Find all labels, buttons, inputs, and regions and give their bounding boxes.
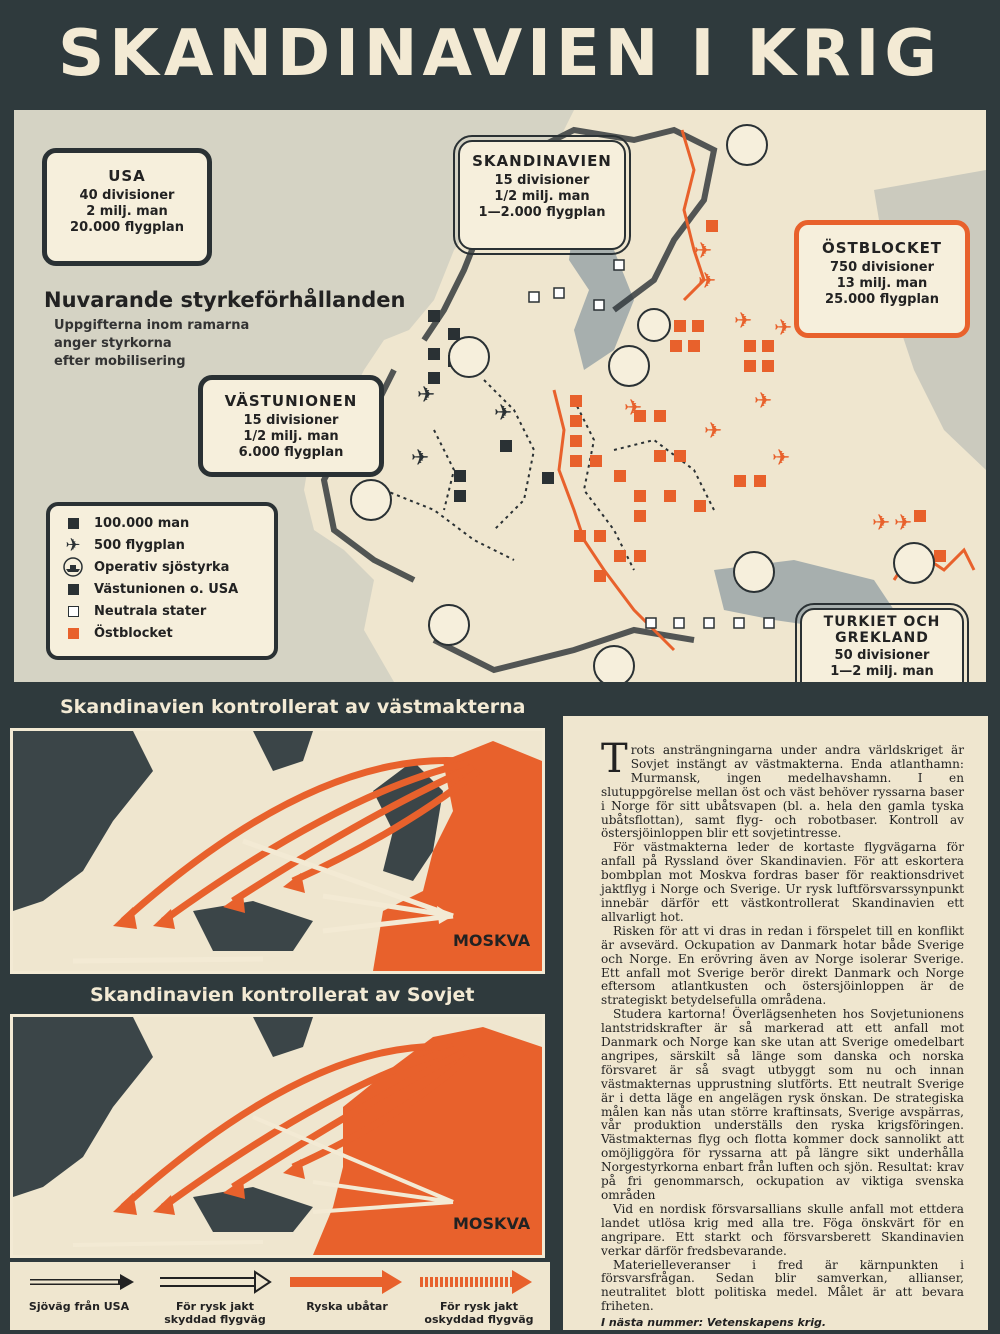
usa-line: 2 milj. man [86,204,168,219]
usa-heading: USA [108,167,146,185]
ostblocket-heading: ÖSTBLOCKET [821,239,943,257]
skandinavien-box [458,140,626,250]
outline-arrow-icon [30,1274,134,1290]
svg-text:✈: ✈ [417,383,436,408]
square-dark-icon [60,584,86,595]
turkiet-box [800,608,964,682]
legend-label: Neutrala stater [94,603,207,619]
soviet-controlled-map [10,1014,545,1258]
svg-text:✈: ✈ [411,446,430,471]
vastunionen-line: 6.000 flygplan [238,445,344,461]
turkiet-line: 50 divisioner [834,648,930,663]
usa-box [42,148,212,266]
map-legend [46,502,278,660]
route-legend-arrows [10,1264,550,1300]
turkiet-line: 1—2 milj. man [830,664,934,680]
svg-text:✈: ✈ [774,316,793,341]
next-issue-note: I nästa nummer: Vetenskapens krig. [601,1316,827,1330]
svg-text:✈: ✈ [894,511,913,536]
solid-orange-arrow-icon [290,1270,402,1294]
turkiet-heading: TURKIET OCH GREKLAND [823,614,941,646]
map-subnote-line: Uppgifterna inom ramarna [54,318,250,333]
legend-row [60,600,264,622]
soviet-controlled-map-graphic [13,1017,542,1255]
svg-text:✈: ✈ [734,309,753,334]
west-moskva-label: MOSKVA [453,931,531,950]
legend-label: 500 flygplan [94,537,185,553]
europe-map-panel [14,110,986,682]
legend-label: Operativ sjöstyrka [94,559,230,575]
article-paragraph: Risken för att vi dras in redan i förspelet till en konflikt är avsevärd. Ockupation av Danmark hotar både Sverige och Norge. En erövring även av Norge isolerar Sverige. Ett anfall mot Sverige berör direkt Danmark och Norge eftersom atlantkusten och östersjöinloppen är de strategiskt betydelsefulla områdena. [601,923,964,1008]
legend-row [60,578,264,600]
article-paragraph: Studera kartorna! Överlägsenheten hos Sovjetunionens lantstridskrafter är så markerad att ett anfall mot Danmark och Norge kan ske utan att Sverige omedelbart angripes, särskilt så länge som danska och norska försvaret är så svagt utbyggt som nu och innan västmakternas upprustning slutförts. Ett neutralt Sverige är i detta läge en angelägen rysk önskan. De strategiska målen kan nås utan större kraftinsats, Sverige avspärras, vår produktion underställs den ryska krigsföringen. Västmakternas flyg och flotta kommer dock sannolikt att omöjliggöra för ryssarna att på längre sikt underhålla Norgestyrkorna enbart från luften och sjön. Resultat: krav på fri genommarsch, ockupation av viktiga svenska områden [601,1007,964,1202]
svg-text:✈: ✈ [698,269,717,294]
map-subnote-line: efter mobilisering [54,354,186,369]
article-paragraph: Materielleveranser i fred är kärnpunkten i försvarsfrågan. Sedan blir samverkan, allianser, neutralitet blott politiska medel. Målet är att bevara friheten. [601,1257,964,1314]
article-text [563,716,988,1330]
legend-label: 100.000 man [94,515,190,531]
legend-label: Östblocket [94,625,173,641]
vastunionen-line: 1/2 milj. man [243,429,339,444]
soviet-panel-caption: Skandinavien kontrollerat av Sovjet [90,984,475,1006]
usa-line: 20.000 flygplan [70,220,184,236]
square-open-icon [60,606,86,617]
vastunionen-line: 15 divisioner [243,412,339,428]
ostblocket-box [794,220,970,338]
map-subtitle: Nuvarande styrkeförhållanden [44,288,406,312]
usa-line: 40 divisioner [79,187,175,203]
route-legend [10,1262,550,1330]
skandinavien-line: 1/2 milj. man [494,189,590,204]
skandinavien-line: 1—2.000 flygplan [478,205,606,221]
legend-row [60,512,264,534]
svg-text:✈: ✈ [872,511,891,536]
hatched-orange-arrow-icon [420,1270,532,1294]
square-icon [60,518,86,529]
article-paragraph [601,736,964,841]
skandinavien-heading: SKANDINAVIEN [472,152,612,170]
route-legend-label: Sjöväg från USA [28,1300,130,1313]
route-legend-label: Ryska ubåtar [306,1300,388,1313]
svg-text:✈: ✈ [772,446,791,471]
svg-text:✈: ✈ [704,419,723,444]
map-subnote-line: anger styrkorna [54,336,172,351]
svg-text:✈: ✈ [494,401,513,426]
legend-row [60,534,264,556]
article-dropcap: T [601,736,628,782]
article-paragraph-text: rots ansträngningarna under andra världskriget är Sovjet instängt av västmakterna. Enda atlanthamn: Murmansk, ingen medelhavshamn. I en slutuppgörelse mellan öst och väst behöver ryssarna baser i Norge för sitt ubåtsvapen (bl. a. hela den gamla tyska ubåtsflottan), samt flyg- och robotbaser. Kontroll av östersjöinloppen blir ett sovjetintresse. [601,743,964,841]
square-red-icon [60,628,86,639]
legend-row [60,622,264,644]
page-title: SKANDINAVIEN I KRIG [58,17,942,91]
article-paragraph: Vid en nordisk försvarsallians skulle anfall mot ettdera landet utlösa krig med alla tre. Föga önskvärt för en angripare. Ett starkt och försvarsberett Skandinavien verkar därför fredsbevarande. [601,1201,964,1258]
article-paragraph: För västmakterna leder de kortaste flygvägarna för anfall på Ryssland över Skandinavien. För att eskortera bombplan mot Moskva fordras baser för reaktionsdrivet jaktflyg i Norge och Sverige. Ur rysk luftförsvarssynpunkt innebär därför ett västkontrollerat Skandinavien ett allvarligt hot. [601,840,964,924]
west-controlled-map [10,728,545,974]
soviet-moskva-label: MOSKVA [453,1214,531,1233]
ship-icon [60,557,86,577]
vastunionen-heading: VÄSTUNIONEN [224,392,358,410]
west-controlled-map-graphic [13,731,542,971]
route-legend-label: För rysk jakt oskyddad flygväg [424,1300,534,1326]
vastunionen-box [198,375,384,477]
plane-icon: ✈ [65,534,81,556]
legend-label: Västunionen o. USA [94,581,239,597]
svg-text:✈: ✈ [624,396,643,421]
ostblocket-line: 25.000 flygplan [825,292,939,308]
svg-text:✈: ✈ [694,239,713,264]
route-legend-label: För rysk jakt skyddad flygväg [164,1300,266,1326]
skandinavien-line: 15 divisioner [494,172,590,188]
double-arrow-icon [160,1272,270,1292]
west-panel-caption: Skandinavien kontrollerat av västmakterna [60,696,526,718]
legend-row [60,556,264,578]
ostblocket-line: 750 divisioner [830,259,934,275]
ostblocket-line: 13 milj. man [836,276,928,291]
svg-text:✈: ✈ [754,389,773,414]
